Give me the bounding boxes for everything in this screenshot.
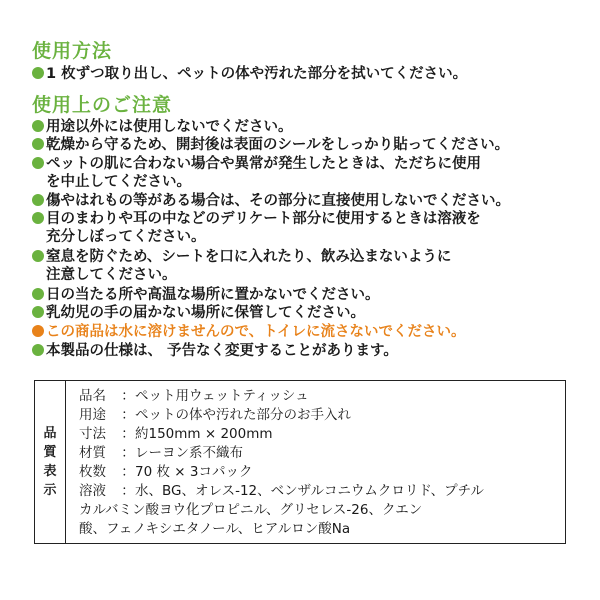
- quality-label-box: [34, 380, 566, 544]
- caution-item-warning: この商品は水に溶けませんので、トイレに流さないでください。: [32, 323, 465, 341]
- bullet-icon: [32, 212, 44, 224]
- spec-key: 枚数: [79, 464, 106, 480]
- bullet-icon: [32, 194, 44, 206]
- spec-value: レーヨン系不織布: [135, 445, 243, 461]
- spec-continuation: [79, 520, 484, 539]
- caution-item: 傷やはれもの等がある場合は、その部分に直接使用しないでください。: [32, 192, 510, 210]
- bullet-icon: [32, 344, 44, 356]
- bullet-icon: [32, 306, 44, 318]
- spec-key: 溶液: [79, 483, 106, 499]
- spec-key: 材質: [79, 445, 106, 461]
- caution-item: 本製品の仕様は、 予告なく変更することがあります。: [32, 342, 398, 360]
- spec-row: [79, 387, 484, 406]
- spec-key: 品名: [79, 388, 106, 404]
- spec-value-continued: カルバミン酸ヨウ化プロピニル、グリセレス-26、クエン: [79, 502, 423, 518]
- quality-label-char: 質: [43, 445, 57, 460]
- spec-row: [79, 482, 484, 501]
- quality-label-char: 品: [43, 426, 57, 441]
- bullet-icon: [32, 288, 44, 300]
- spec-value: 70 枚 × 3コパック: [135, 464, 253, 480]
- spec-separator: ：: [121, 445, 135, 461]
- usage-heading: 使用方法: [32, 40, 113, 62]
- spec-row: [79, 463, 484, 482]
- caution-item: 用途以外には使用しないでください。: [32, 118, 293, 136]
- caution-item: 日の当たる所や高温な場所に置かないでください。: [32, 286, 380, 304]
- spec-separator: ：: [121, 426, 135, 442]
- quality-label-char: 示: [43, 483, 57, 498]
- usage-item: 1 枚ずつ取り出し、ペットの体や汚れた部分を拭いてください。: [32, 65, 467, 83]
- bullet-icon: [32, 157, 44, 169]
- spec-value: 約150mm × 200mm: [135, 426, 273, 442]
- bullet-icon: [32, 138, 44, 150]
- spec-value: 水、BG、オレス-12、ベンザルコニウムクロリド、プチル: [135, 483, 484, 499]
- bullet-icon: [32, 325, 44, 337]
- caution-item: 乳幼児の手の届かない場所に保管してください。: [32, 304, 365, 322]
- bullet-icon: [32, 120, 44, 132]
- spec-continuation: [79, 501, 484, 520]
- spec-separator: ：: [121, 483, 135, 499]
- caution-item: 目のまわりや耳の中などのデリケート部分に使用するときは溶液を 充分しぼってください。: [32, 210, 481, 246]
- caution-item: ペットの肌に合わない場合や異常が発生したときは、ただちに使用 を中止してください。: [32, 155, 481, 191]
- spec-row: [79, 425, 484, 444]
- spec-value-continued: 酸、フェノキシエタノール、ヒアルロン酸Na: [79, 521, 351, 537]
- spec-key: 用途: [79, 407, 106, 423]
- spec-row: [79, 444, 484, 463]
- bullet-icon: [32, 67, 44, 79]
- spec-separator: ：: [121, 388, 135, 404]
- caution-item: 窒息を防ぐため、シートを口に入れたり、飲み込まないように 注意してください。: [32, 248, 451, 284]
- spec-value: ペット用ウェットティッシュ: [135, 388, 309, 404]
- bullet-icon: [32, 250, 44, 262]
- cautions-heading: 使用上のご注意: [32, 94, 173, 116]
- spec-key: 寸法: [79, 426, 106, 442]
- spec-value: ペットの体や汚れた部分のお手入れ: [135, 407, 351, 423]
- quality-label-char: 表: [43, 464, 57, 479]
- spec-rows: [79, 387, 484, 539]
- spec-separator: ：: [121, 464, 135, 480]
- caution-item: 乾燥から守るため、開封後は表面のシールをしっかり貼ってください。: [32, 136, 509, 154]
- spec-row: [79, 406, 484, 425]
- quality-label-column: [35, 381, 66, 543]
- spec-separator: ：: [121, 407, 135, 423]
